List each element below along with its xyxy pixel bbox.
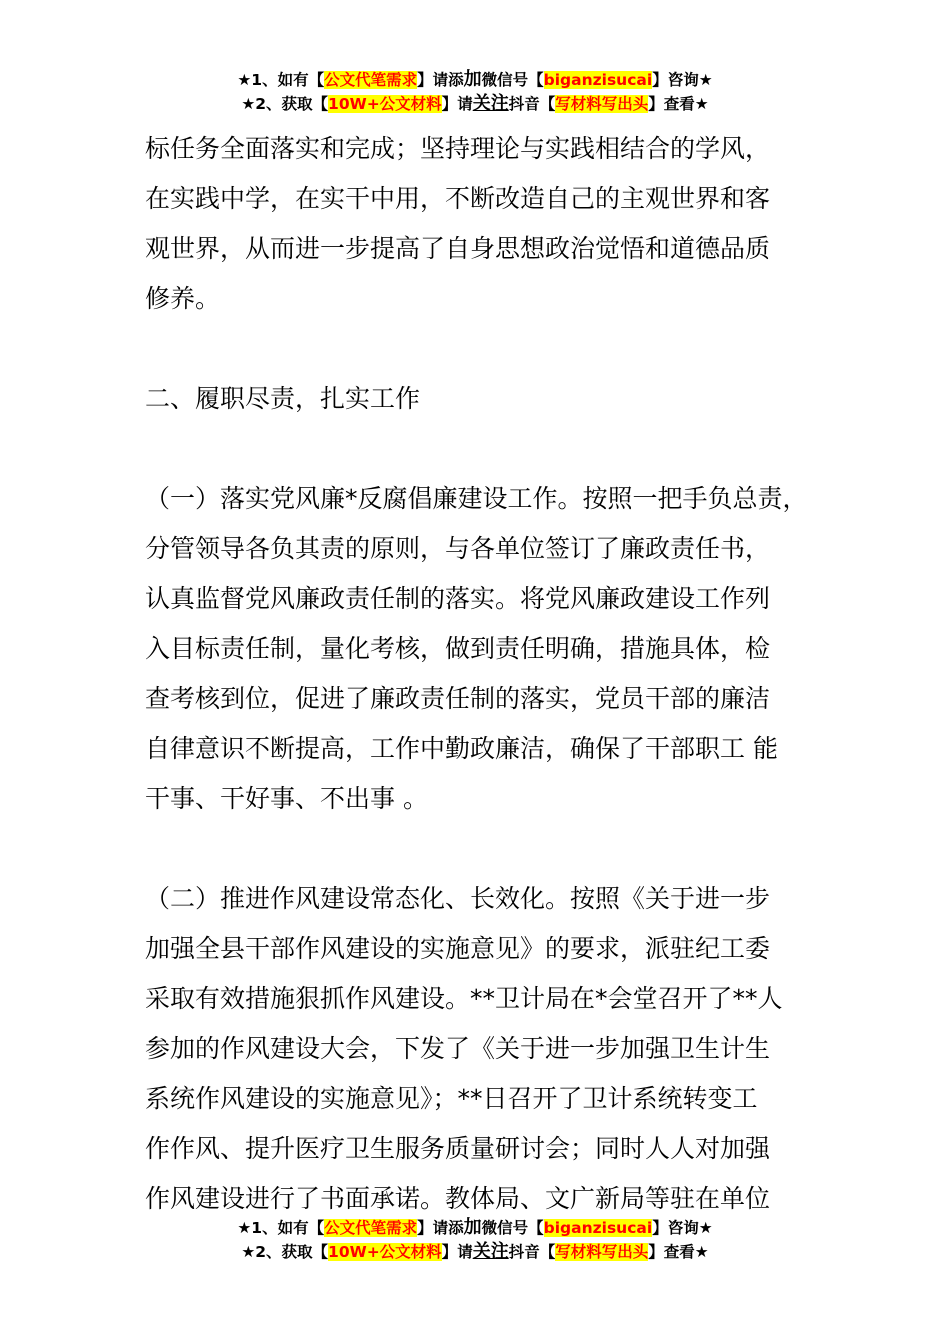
paragraph [145, 124, 835, 324]
wechat-id: biganzisucai [543, 1219, 653, 1237]
banner-text: 】查看★ [648, 1243, 709, 1261]
text-line: 标任务全面落实和完成；坚持理论与实践相结合的学风， [145, 134, 771, 163]
text-line: 参加的作风建设大会，下发了《关于进一步加强卫生计生 [145, 1034, 771, 1063]
paragraph [145, 474, 835, 824]
text-line: 干事、干好事、不出事 。 [145, 784, 428, 813]
text-line: 分管领导各负其责的原则，与各单位签订了廉政责任书， [145, 534, 771, 563]
section-heading [145, 374, 835, 424]
text-line: 系统作风建设的实施意见》；**日召开了卫计系统转变工 [145, 1084, 758, 1113]
text-line: 作作风、提升医疗卫生服务质量研讨会；同时人人对加强 [145, 1134, 771, 1163]
text-line: 二、履职尽责，扎实工作 [145, 384, 421, 413]
text-line: （二）推进作风建设常态化、长效化。按照《关于进一步 [145, 884, 771, 913]
highlight-text: 公文代笔需求 [324, 71, 418, 89]
banner-text: 微信号【 [481, 71, 544, 89]
paragraph [145, 874, 835, 1224]
banner-text: 】请添 [417, 71, 464, 89]
banner-text: ★2、获取【 [241, 1243, 329, 1261]
highlight-text: 公文代笔需求 [324, 1219, 418, 1237]
banner-text: 】咨询★ [652, 1219, 713, 1237]
emphasis-text: 加 [463, 69, 482, 90]
text-line: 认真监督党风廉政责任制的落实。将党风廉政建设工作列 [145, 584, 771, 613]
text-line: 观世界，从而进一步提高了自身思想政治觉悟和道德品质 [145, 234, 771, 263]
highlight-text: 10W+公文材料 [328, 95, 442, 113]
banner-text: 】查看★ [648, 95, 709, 113]
douyin-account: 写材料写出头 [555, 95, 649, 113]
text-line: 修养。 [145, 284, 221, 313]
emphasis-text: 关注 [472, 93, 509, 114]
text-line: 采取有效措施狠抓作风建设。**卫计局在*会堂召开了**人 [145, 984, 783, 1013]
banner-text: ★1、如有【 [237, 71, 325, 89]
emphasis-text: 加 [463, 1217, 482, 1238]
header-banner [0, 68, 950, 116]
banner-text: 】咨询★ [652, 71, 713, 89]
emphasis-text: 关注 [472, 1241, 509, 1262]
douyin-account: 写材料写出头 [555, 1243, 649, 1261]
banner-line-1 [0, 1216, 950, 1240]
banner-line-2 [0, 92, 950, 116]
text-line: 入目标责任制，量化考核，做到责任明确，措施具体，检 [145, 634, 771, 663]
wechat-id: biganzisucai [543, 71, 653, 89]
text-line: 自律意识不断提高，工作中勤政廉洁，确保了干部职工 能 [145, 734, 778, 763]
text-line: 在实践中学，在实干中用，不断改造自己的主观世界和客 [145, 184, 771, 213]
banner-text: 】请 [441, 95, 473, 113]
text-line: （一）落实党风廉*反腐倡廉建设工作。按照一把手负总责， [145, 484, 808, 513]
text-line: 加强全县干部作风建设的实施意见》的要求，派驻纪工委 [145, 934, 771, 963]
banner-text: 】请 [441, 1243, 473, 1261]
document-body [145, 124, 835, 1224]
banner-text: ★2、获取【 [241, 95, 329, 113]
footer-banner [0, 1216, 950, 1264]
highlight-text: 10W+公文材料 [328, 1243, 442, 1261]
text-line: 作风建设进行了书面承诺。教体局、文广新局等驻在单位 [145, 1184, 771, 1213]
banner-line-1 [0, 68, 950, 92]
banner-text: 抖音【 [508, 1243, 556, 1261]
banner-text: 微信号【 [481, 1219, 544, 1237]
banner-text: ★1、如有【 [237, 1219, 325, 1237]
text-line: 查考核到位，促进了廉政责任制的落实，党员干部的廉洁 [145, 684, 771, 713]
banner-text: 】请添 [417, 1219, 464, 1237]
banner-line-2 [0, 1240, 950, 1264]
banner-text: 抖音【 [508, 95, 556, 113]
